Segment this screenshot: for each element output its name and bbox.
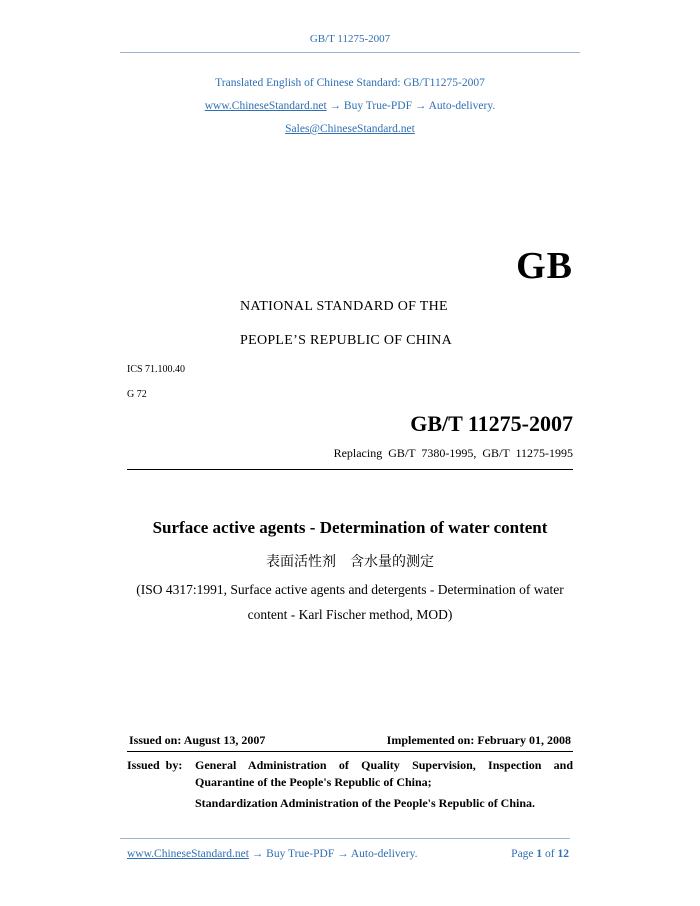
standard-number: GB/T 11275-2007 [410,411,573,436]
iso-reference-line1: (ISO 4317:1991, Surface active agents and detergents - Determination of water [136,582,564,597]
site-link[interactable]: www.ChineseStandard.net [204,100,327,112]
ics-code: ICS 71.100.40 [127,364,186,375]
page-current: 1 [536,848,543,860]
national-standard-line2: PEOPLE’S REPUBLIC OF CHINA [240,333,452,348]
page-of: of [545,848,555,860]
page-indicator [511,848,569,860]
footer-rule [120,838,570,839]
ccs-code: G 72 [127,389,147,400]
email-line [0,123,700,135]
issue-rule [127,751,573,752]
running-header: GB/T 11275-2007 [309,33,391,45]
issued-on: Issued on: August 13, 2007 [129,733,266,747]
footer-site-link[interactable]: www.ChineseStandard.net [127,848,249,860]
issued-by-line2: Quarantine of the People's Republic of China; [195,775,432,789]
issued-by-line1: General Administration of Quality Supervision, Inspection and [195,758,573,772]
promo-line [0,100,700,112]
national-standard-line1: NATIONAL STANDARD OF THE [240,299,448,314]
title-english: Surface active agents - Determination of water content [152,518,548,537]
page-total: 12 [557,848,569,860]
title-chinese: 表面活性剂 含水量的测定 [266,554,434,570]
footer-promo-suffix: → Buy True-PDF → Auto-delivery. [248,848,418,860]
footer-promo [127,848,417,860]
page-label: Page [511,848,534,860]
replacing-note: Replacing GB/T 7380-1995, GB/T 11275-1995 [333,446,573,460]
title-rule [127,469,573,470]
promo-suffix: → Buy True-PDF → Auto-delivery. [326,100,496,112]
implemented-on: Implemented on: February 01, 2008 [386,733,571,747]
iso-reference-line2: content - Karl Fischer method, MOD) [247,607,453,622]
header-rule [120,52,580,53]
translation-note: Translated English of Chinese Standard: GB/T11275-2007 [215,77,485,89]
email-link[interactable]: Sales@ChineseStandard.net [285,123,415,135]
issued-by-line3: Standardization Administration of the People's Republic of China. [195,796,536,810]
issued-by-label: Issued by: [127,758,183,772]
gb-logo: GB [516,245,573,287]
